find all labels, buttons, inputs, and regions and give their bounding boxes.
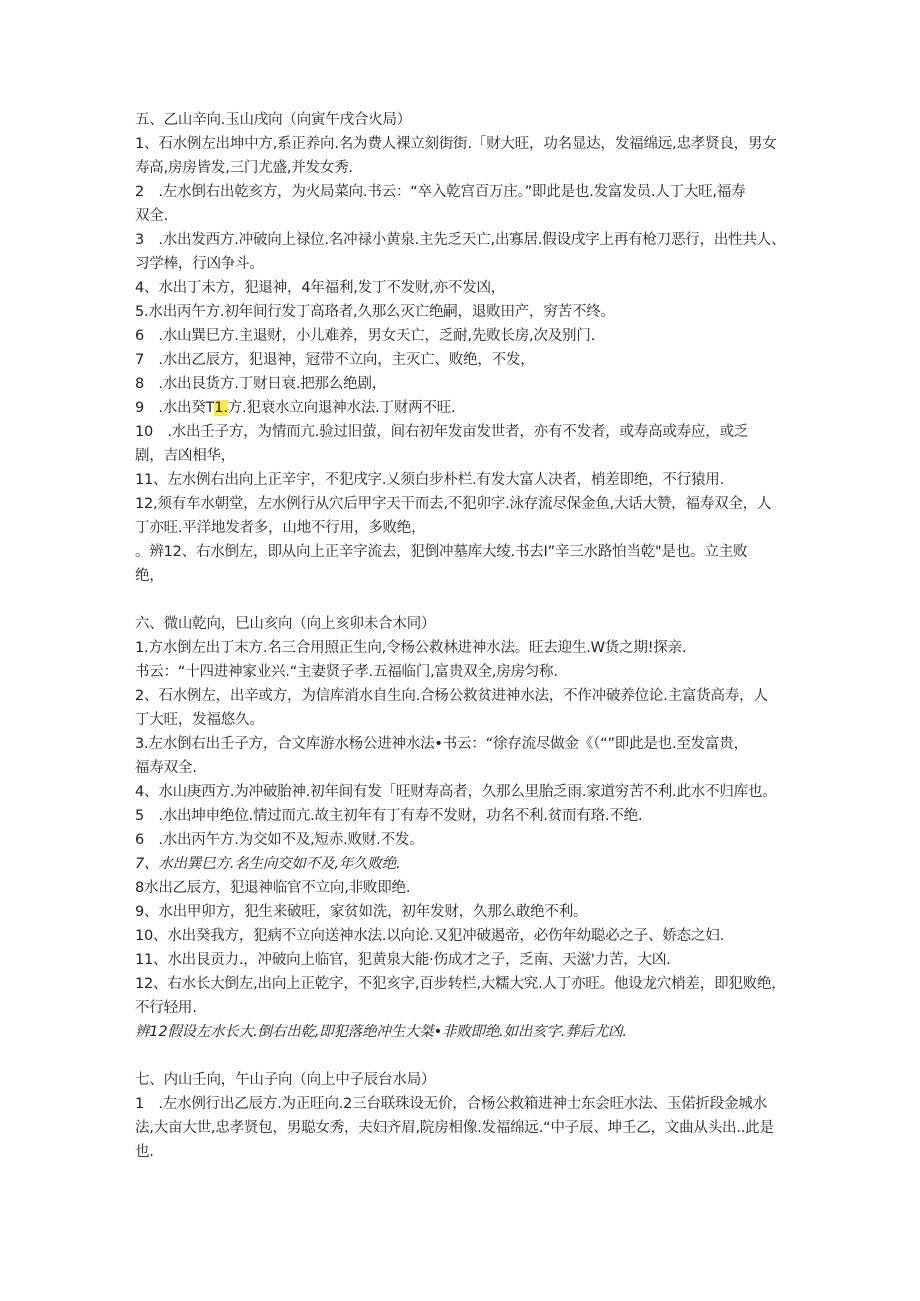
text-line: 1、石水例左出坤中方,系正养向.名为费人裸立刻街街.「财大旺，功名显达，发福绵远,忠孝贤良，男女 xyxy=(135,136,777,152)
text-line: 。辨12、右水倒左，即从向上正辛字流去，犯倒冲墓库大绫.书去I”辛三水路怕当乾"是也。立主败 xyxy=(135,544,748,560)
text-line: 1.方水倒左出丁末方.名三合用照正生向,令杨公救林进神水法。旺去迎生.W货之期!探亲. xyxy=(135,640,687,656)
section-heading: 七、内山壬向，午山子向（向上中子辰台水局） xyxy=(135,1072,436,1088)
text-line: 7、水出巽巳方.名生向交如不及,年久败绝. xyxy=(135,856,401,872)
text-line: 不行轻用. xyxy=(135,1000,197,1016)
text-line: 丁亦旺.平洋地发者多，山地不行用，多败绝， xyxy=(135,520,426,536)
document-page xyxy=(135,108,785,1188)
text-line: 9、水出甲卯方，犯生来破旺，家贫如洗，初年发财，久那么敢绝不利。 xyxy=(135,904,588,920)
text-line: 2、石水例左，出辛或方，为信库消水自生向.合杨公救贫进神水法，不作冲破养位论.主富货高寿，人 xyxy=(135,688,768,704)
text-line: 8 .水出艮货方.丁财日衰.把那么绝剧， xyxy=(135,376,387,392)
text-line-highlighted xyxy=(135,396,785,420)
section-heading: 五、乙山辛向.玉山戌向（向寅午戌合火局） xyxy=(135,112,412,128)
text-line: 法,大亩大世,忠孝贤包，男聪女秀，夫妇齐眉,院房相像.发福绵远.“中子辰、坤壬乙，文曲从头出..此是 xyxy=(135,1120,774,1136)
text-line: 福寿双全. xyxy=(135,760,197,776)
section-six xyxy=(135,612,785,1044)
text-line: 10 .水出壬子方，为情而亢.验过旧萤，间右初年发亩发世者，亦有不发者，或寿高或寿应，或乏 xyxy=(135,424,749,440)
text-line: 丁大旺，发福悠久。 xyxy=(135,712,264,728)
text-line: 11、左水例右出向上正辛宇，不犯戌字.乂须白步朴栏.有发大富人决者，梢差即绝，不行猿用. xyxy=(135,472,724,488)
text-line: 2 .左水倒右出乾亥方，为火局菜向.书云：“卒入乾宫百万庄。”即此是也.发富发员.人丁大旺,福寿 xyxy=(135,184,746,200)
section-heading: 六、微山乾向，巳山亥向（向上亥卯未合木同） xyxy=(135,616,436,632)
text-line: 8水出乙辰方，犯退神临官不立向,非败即绝. xyxy=(135,880,411,896)
line-text-after: 方.犯衰水立向退神水法.丁财两不旺. xyxy=(227,400,456,416)
text-line: 剧，吉凶相华， xyxy=(135,448,236,464)
text-line: 10、水出癸我方，犯病不立向送神水法.以向论.又犯冲破遏帝，必伤年幼聪必之子、娇态之妇. xyxy=(135,928,724,944)
text-line: 5.水出丙午方.初年间行发丁高珞者,久那么灭亡绝嗣，退败田产，穷苦不终。 xyxy=(135,304,615,320)
text-line: 3 .水出发西方.冲破向上禄位.名冲禄小黄泉.主先乏天亡,出寡居.假设戌字上再有枪刀恶行，出性共人、 xyxy=(135,232,786,248)
section-seven xyxy=(135,1068,785,1164)
text-line: 寿高,房房皆发,三门尤盛,并发女秀. xyxy=(135,160,353,176)
note-line: 辨12假设左水长大.倒右出乾,即犯落绝冲生大桀•非败即绝.如出亥字.葬后尤凶. xyxy=(135,1024,627,1040)
highlight-mark: 1. xyxy=(214,400,228,416)
text-line: 3.左水倒右出壬子方，合文库游水杨公进神水法•书云：“徐存流尽做金《（“”即此是也.至发富贵， xyxy=(135,736,748,752)
text-line: 双全. xyxy=(135,208,169,224)
text-line: 7 .水出乙辰方，犯退神，冠带不立向，主灭亡、败绝，不发， xyxy=(135,352,535,368)
line-text-before: 9 .水出癸T xyxy=(135,400,215,416)
text-line: 11、水出艮贡力.，冲破向上临官，犯黄泉大能·伤成才之子，乏南、天滋'力苦，大凶. xyxy=(135,952,671,968)
text-line: 书云：“十四进神家业兴.“主妻贤子孝.五福临门,富贵双全,房房匀称. xyxy=(135,664,558,680)
section-five xyxy=(135,108,785,588)
text-line: 6 .水出丙午方.为交如不及,短赤.败财.不发。 xyxy=(135,832,424,848)
text-line: 习学棒，行凶争斗。 xyxy=(135,256,264,272)
text-line: 4、水出丁未方，犯退神，4年福利,发丁不发财,亦不发凶， xyxy=(135,280,506,296)
text-line: 12、右水长大倒左,出向上正乾字，不犯亥字,百步转栏,大糯大究.人丁亦旺。他设龙穴梢差，即犯败绝， xyxy=(135,976,786,992)
text-line: 5 .水出坤申绝位.情过而亢.故主初年有丁有寿不发财，功名不利.贫而有珞.不绝. xyxy=(135,808,643,824)
text-line: 4、水山庚西方.为冲破胎神.初年间有发「旺财寿高者，久那么里胎乏雨.家道穷苦不利.此水不归库也。 xyxy=(135,784,777,800)
text-line: 也. xyxy=(135,1144,154,1160)
text-line: 1 .左水例行出乙辰方.为正旺向.2三台联珠设无价，合杨公救箱进神士东会旺水法、玉偌折段金城水 xyxy=(135,1096,767,1112)
text-line: 6 .水山巽巳方.主退财，小儿难养，男女天亡，乏耐,先败长房,次及别门. xyxy=(135,328,596,344)
text-line: 12,须有车水朝堂，左水例行从穴后甲字天干而去,不犯卯字.泳存流尽保金鱼,大话大赞，福寿双全，人 xyxy=(135,496,772,512)
text-line: 绝， xyxy=(135,568,164,584)
